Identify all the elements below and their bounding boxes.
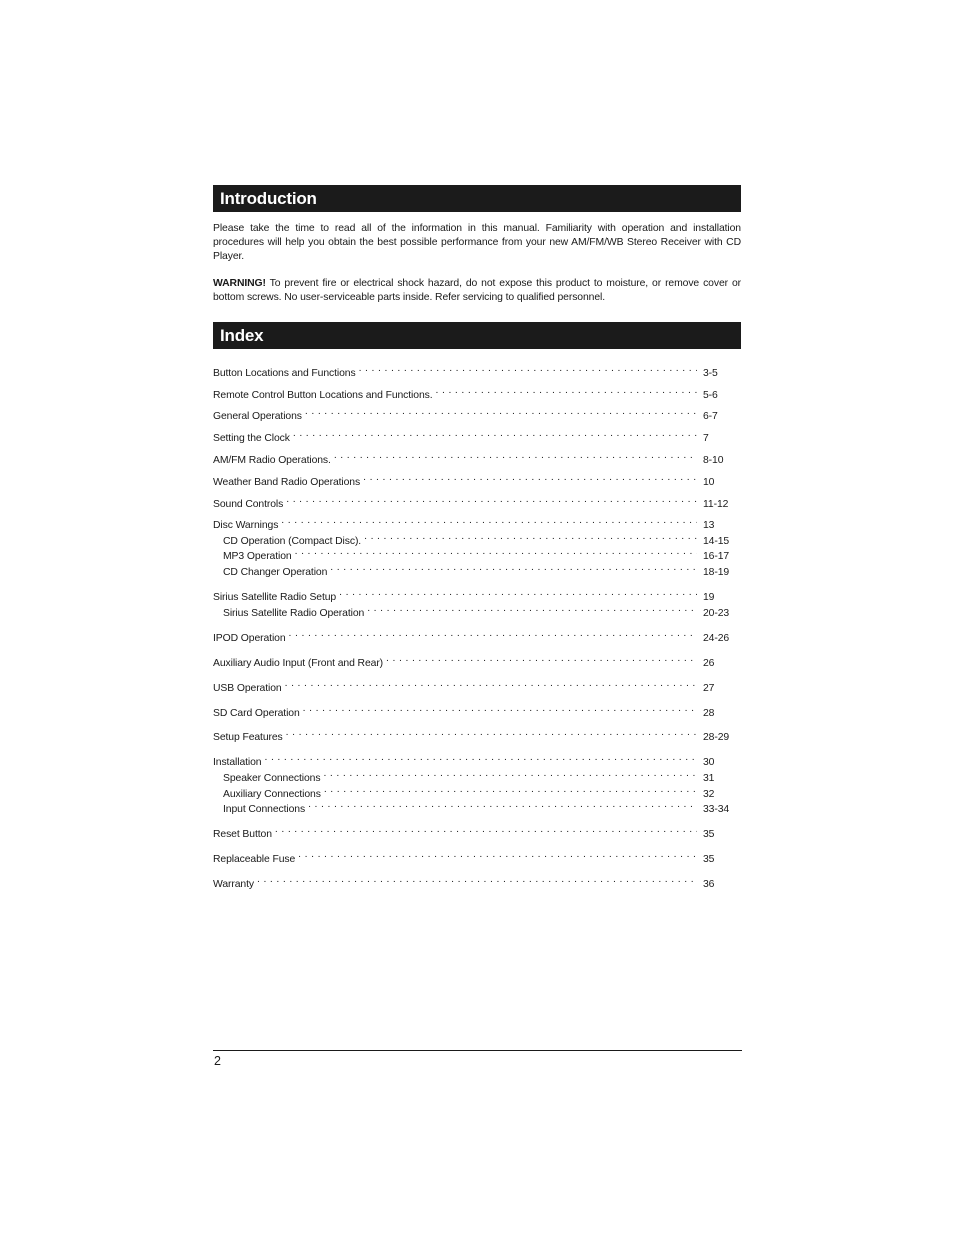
- index-entry-page: 16-17: [703, 551, 730, 562]
- warning-label: WARNING!: [213, 278, 266, 289]
- index-entry-page: 10: [703, 477, 715, 488]
- index-entry: [213, 702, 741, 719]
- index-entry-page: 11-12: [703, 499, 729, 510]
- index-entry-page: 35: [703, 829, 715, 840]
- dot-leader: [303, 702, 697, 716]
- dot-leader: [286, 493, 697, 507]
- index-entry-label: General Operations: [213, 411, 302, 422]
- index-entry: [213, 751, 741, 768]
- index-entry: [213, 783, 741, 800]
- index-entry-label: Auxiliary Audio Input (Front and Rear): [213, 658, 384, 669]
- index-entry-page: 32: [703, 789, 715, 800]
- dot-leader: [281, 514, 697, 528]
- dot-leader: [330, 561, 697, 575]
- index-entry: [213, 545, 741, 562]
- index-entry-page: 28-29: [703, 732, 730, 743]
- dot-leader: [293, 427, 697, 441]
- page-number: 2: [214, 1054, 221, 1068]
- index-entry-label: Button Locations and Functions: [213, 368, 356, 379]
- dot-leader: [436, 384, 697, 398]
- footer-rule: [213, 1050, 742, 1051]
- index-entry: [213, 627, 741, 644]
- index-entry: [213, 449, 741, 466]
- index-entry-page: 28: [703, 708, 715, 719]
- index-entry-page: 36: [703, 879, 715, 890]
- dot-leader: [257, 873, 697, 887]
- index-entry-page: 27: [703, 683, 715, 694]
- index-entry-label: Remote Control Button Locations and Functions.: [213, 390, 433, 401]
- index-entry-page: 13: [703, 520, 715, 531]
- index-entry: [213, 362, 741, 379]
- index-entry-label: Replaceable Fuse: [213, 854, 296, 865]
- index-entry-label: CD Operation (Compact Disc).: [223, 536, 362, 547]
- index-entry-page: 18-19: [703, 567, 730, 578]
- dot-leader: [364, 530, 697, 544]
- index-entry-page: 19: [703, 592, 715, 603]
- index-entry: [213, 873, 741, 890]
- index-entry: [213, 823, 741, 840]
- dot-leader: [359, 362, 697, 376]
- index-entry-label: Setting the Clock: [213, 433, 290, 444]
- dot-leader: [308, 798, 697, 812]
- dot-leader: [264, 751, 697, 765]
- index-entry: [213, 514, 741, 531]
- index-entry-label: Warranty: [213, 879, 254, 890]
- index-entry-label: AM/FM Radio Operations.: [213, 455, 331, 466]
- index-entry: [213, 767, 741, 784]
- index-entry-label: USB Operation: [213, 683, 282, 694]
- index-entry-page: 14-15: [703, 536, 730, 547]
- index-entry: [213, 602, 741, 619]
- introduction-paragraph: Please take the time to read all of the information in this manual. Familiarity with operation and installation procedures will help you obtain the best possible performance from your new AM/FM/WB Stereo Receiver with CD Player.: [213, 223, 741, 262]
- index-entry-label: Setup Features: [213, 732, 283, 743]
- dot-leader: [334, 449, 697, 463]
- index-entry: [213, 471, 741, 488]
- index-entry-page: 6-7: [703, 411, 718, 422]
- index-entry-page: 5-6: [703, 390, 718, 401]
- dot-leader: [324, 783, 697, 797]
- index-entry-label: Weather Band Radio Operations: [213, 477, 361, 488]
- index-entry-label: Sound Controls: [213, 499, 284, 510]
- dot-leader: [286, 726, 697, 740]
- index-entry-page: 30: [703, 757, 715, 768]
- dot-leader: [295, 545, 697, 559]
- index-entry-label: Disc Warnings: [213, 520, 279, 531]
- dot-leader: [323, 767, 697, 781]
- index-entry-label: Sirius Satellite Radio Operation: [223, 608, 365, 619]
- index-entry-page: 8-10: [703, 455, 724, 466]
- index-entry: [213, 848, 741, 865]
- index-entry-page: 24-26: [703, 633, 730, 644]
- index-entry: [213, 586, 741, 603]
- index-entry-page: 35: [703, 854, 715, 865]
- index-entry-label: Installation: [213, 757, 262, 768]
- index-entry: [213, 652, 741, 669]
- index-entry: [213, 384, 741, 401]
- index-entry-label: Reset Button: [213, 829, 272, 840]
- index-heading: Index: [213, 322, 741, 349]
- index-entry: [213, 405, 741, 422]
- index-entry-page: 31: [703, 773, 715, 784]
- dot-leader: [285, 677, 697, 691]
- index-entry: [213, 427, 741, 444]
- index-entry: [213, 561, 741, 578]
- index-entry-label: MP3 Operation: [223, 551, 292, 562]
- warning-text: To prevent fire or electrical shock hazard, do not expose this product to moisture, or remove cover or bottom screws. No user-serviceable parts inside. Refer servicing to qualified personnel.: [213, 278, 741, 303]
- index-entry-label: Input Connections: [223, 804, 306, 815]
- index-entry-label: Sirius Satellite Radio Setup: [213, 592, 337, 603]
- dot-leader: [367, 602, 697, 616]
- index-entry-page: 20-23: [703, 608, 730, 619]
- index-entry-label: Speaker Connections: [223, 773, 321, 784]
- index-entry-label: CD Changer Operation: [223, 567, 328, 578]
- index-entry-page: 3-5: [703, 368, 718, 379]
- dot-leader: [275, 823, 697, 837]
- dot-leader: [386, 652, 697, 666]
- index-entry: [213, 798, 741, 815]
- index-entry-label: Auxiliary Connections: [223, 789, 321, 800]
- dot-leader: [363, 471, 697, 485]
- index-entry-label: IPOD Operation: [213, 633, 286, 644]
- introduction-heading: Introduction: [213, 185, 741, 212]
- index-entry-label: SD Card Operation: [213, 708, 300, 719]
- index-entry-page: 26: [703, 658, 715, 669]
- index-entry-page: 7: [703, 433, 709, 444]
- index-entry: [213, 530, 741, 547]
- index-entry: [213, 493, 741, 510]
- dot-leader: [298, 848, 697, 862]
- warning-paragraph: [213, 277, 741, 305]
- index-entry-page: 33-34: [703, 804, 730, 815]
- dot-leader: [289, 627, 697, 641]
- index-entry: [213, 726, 741, 743]
- dot-leader: [339, 586, 697, 600]
- index-entry: [213, 677, 741, 694]
- dot-leader: [305, 405, 697, 419]
